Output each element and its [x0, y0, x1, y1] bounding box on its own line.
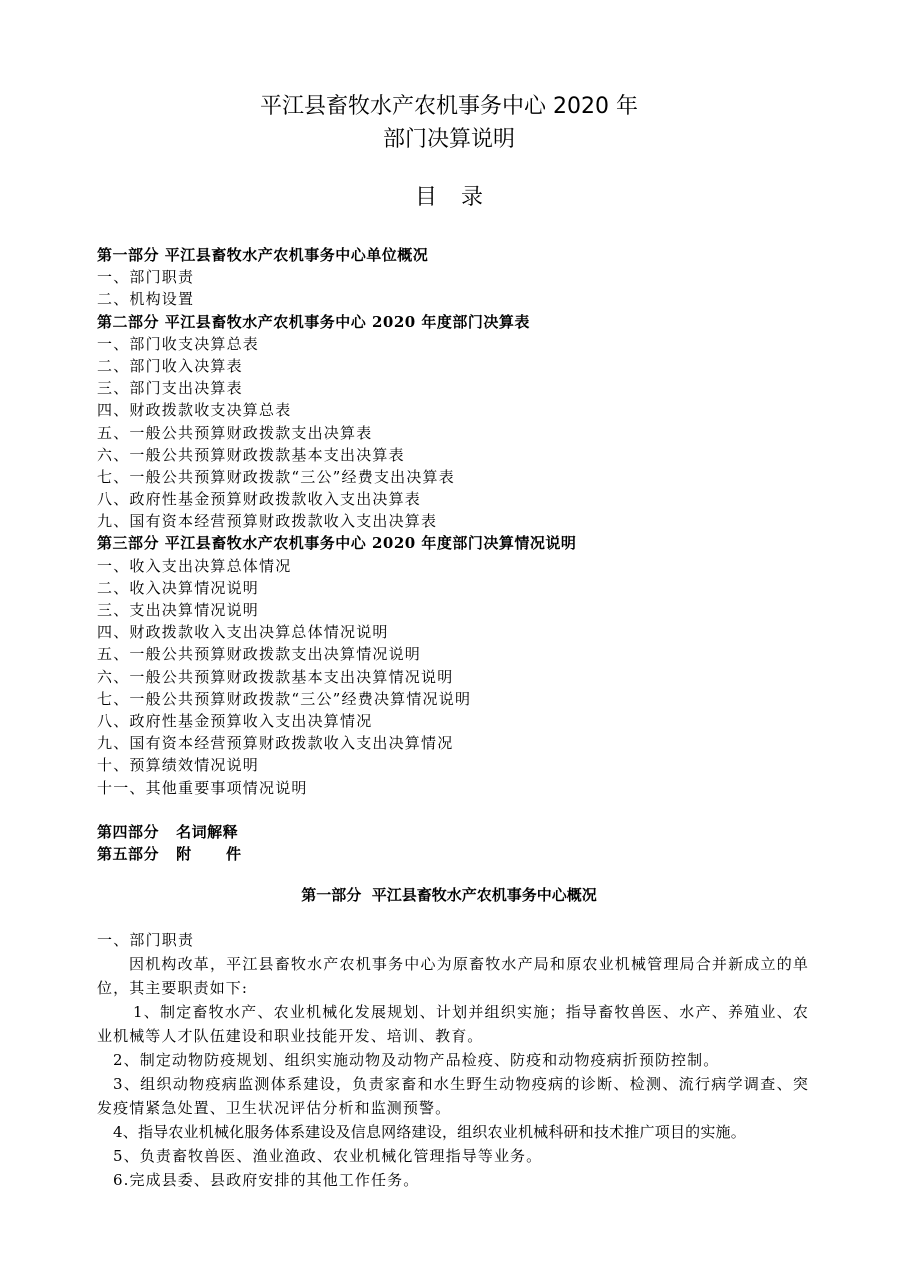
- toc-part3: 第三部分 平江县畜牧水产农机事务中心 2020 年度部门决算情况说明: [97, 534, 577, 553]
- duty-item-2: 2、制定动物防疫规划、组织实施动物及动物产品检疫、防疫和动物疫病折预防控制。: [113, 1051, 720, 1069]
- toc-item: 一、部门职责: [97, 268, 195, 287]
- toc-item: 一、部门收支决算总表: [97, 334, 260, 353]
- toc-item: 二、收入决算情况说明: [97, 578, 260, 597]
- toc-item: 四、财政拨款收支决算总表: [97, 401, 292, 420]
- document-title-line2: 部门决算说明: [382, 127, 515, 152]
- toc-part1: 第一部分 平江县畜牧水产农机事务中心单位概况: [97, 246, 429, 264]
- duty-item-4: 4、指导农业机械化服务体系建设及信息网络建设，组织农业机械科研和技术推广项目的实施。: [113, 1123, 746, 1141]
- duty-item-3: 3、组织动物疫病监测体系建设，负责家畜和水生野生动物疫病的诊断、检测、流行病学调查、突发疫情紧急处置、卫生状况评估分析和监测预警。: [97, 1075, 809, 1117]
- toc-item: 七、一般公共预算财政拨款“三公”经费支出决算表: [97, 467, 455, 486]
- toc-part5: 第五部分 附 件: [97, 844, 242, 863]
- toc-spacer: [97, 799, 797, 821]
- toc-item: 八、政府性基金预算收入支出决算情况: [97, 711, 373, 730]
- toc-item: 九、国有资本经营预算财政拨款收入支出决算情况: [97, 734, 454, 753]
- toc-item: 七、一般公共预算财政拨款“三公”经费决算情况说明: [97, 689, 472, 708]
- toc-part2: 第二部分 平江县畜牧水产农机事务中心 2020 年度部门决算表: [97, 312, 530, 331]
- toc-item: 三、支出决算情况说明: [97, 601, 260, 619]
- section-body: [97, 928, 809, 1192]
- toc-item: 二、部门收入决算表: [97, 356, 243, 375]
- toc-item: 一、收入支出决算总体情况: [97, 556, 292, 575]
- intro-paragraph: 因机构改革，平江县畜牧水产农机事务中心为原畜牧水产局和原农业机械管理局合并新成立的单位，其主要职责如下:: [97, 955, 809, 997]
- section-title: 第一部分 平江县畜牧水产农机事务中心概况: [301, 886, 597, 904]
- toc-item: 六、一般公共预算财政拨款基本支出决算表: [97, 445, 405, 464]
- duty-item-1: 1、制定畜牧水产、农业机械化发展规划、计划并组织实施；指导畜牧兽医、水产、养殖业、农业机械等人才队伍建设和职业技能开发、培训、教育。: [97, 1003, 809, 1045]
- table-of-contents: [97, 244, 797, 865]
- toc-item: 八、政府性基金预算财政拨款收入支出决算表: [97, 490, 422, 509]
- toc-item: 十一、其他重要事项情况说明: [97, 778, 308, 797]
- toc-item: 五、一般公共预算财政拨款支出决算表: [97, 423, 373, 442]
- toc-item: 三、部门支出决算表: [97, 379, 243, 398]
- toc-item: 十、预算绩效情况说明: [97, 756, 260, 775]
- toc-heading: 目录: [414, 185, 507, 210]
- toc-item: 九、国有资本经营预算财政拨款收入支出决算表: [97, 512, 438, 531]
- toc-part4: 第四部分 名词解释: [97, 822, 239, 841]
- toc-item: 五、一般公共预算财政拨款支出决算情况说明: [97, 645, 422, 664]
- duty-item-6: 6.完成县委、县政府安排的其他工作任务。: [113, 1171, 420, 1189]
- toc-item: 二、机构设置: [97, 290, 195, 309]
- toc-item: 六、一般公共预算财政拨款基本支出决算情况说明: [97, 667, 454, 686]
- duty-item-5: 5、负责畜牧兽医、渔业渔政、农业机械化管理指导等业务。: [113, 1147, 543, 1165]
- subsection-heading: 一、部门职责: [97, 931, 195, 949]
- toc-item: 四、财政拨款收入支出决算总体情况说明: [97, 623, 389, 642]
- document-title-line1: 平江县畜牧水产农机事务中心 2020 年: [260, 94, 638, 119]
